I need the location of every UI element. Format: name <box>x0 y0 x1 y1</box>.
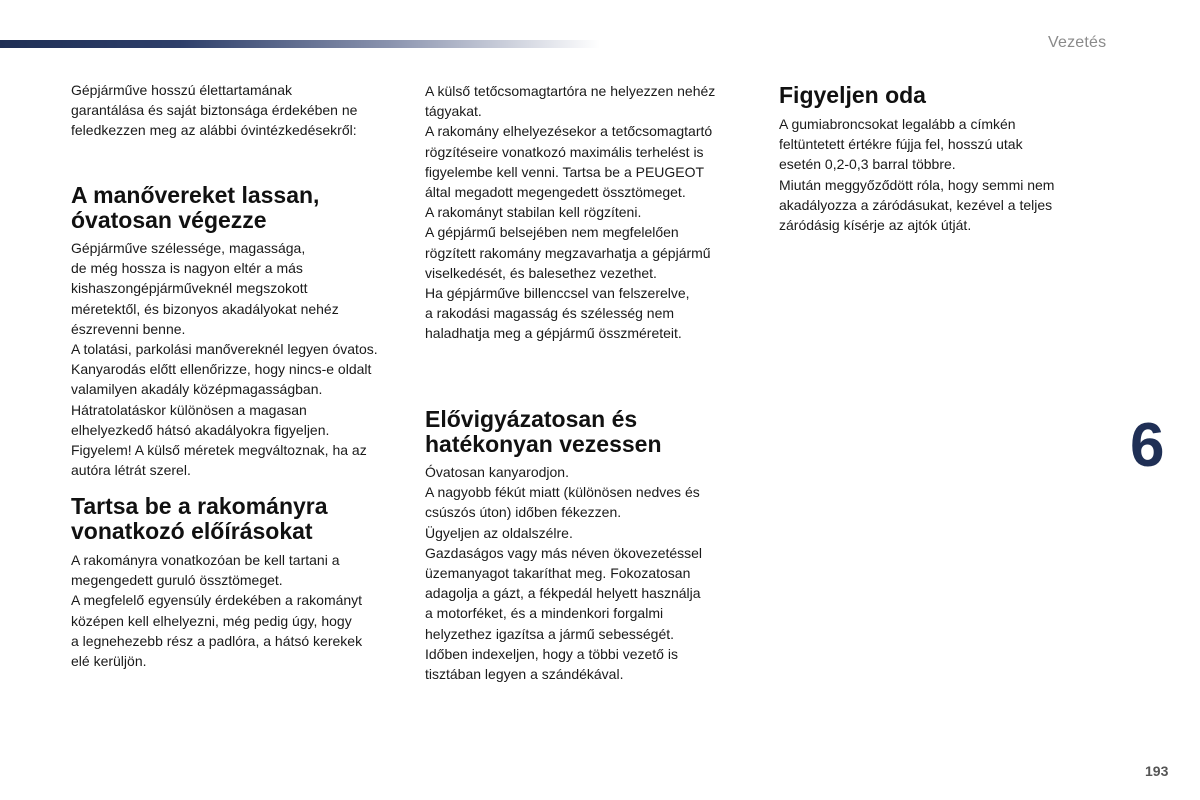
heading-attention: Figyeljen oda <box>779 82 926 108</box>
maneuvers-paragraph: Gépjárműve szélessége, magassága, de még hossza is nagyon eltér a más kishaszongépjárműveknél megszokott méretektől, és bizonyos akadályokat nehéz észrevenni benne. A tolatási, parkolási manővereknél legyen óvatos. Kanyarodás előtt ellenőrizze, hogy nincs-e oldalt valamilyen akadály középmagasságban. Hátratolatáskor különösen a magasan elhelyezkedő hátsó akadályokra figyeljen. Figyelem! A külső méretek megváltoznak, ha az autóra létrát szerel. <box>71 240 378 479</box>
roof-rack-paragraph: A külső tetőcsomagtartóra ne helyezzen nehéz tágyakat. A rakomány elhelyezésekor a tetőcsomagtartó rögzítéseire vonatkozó maximális terhelést is figyelembe kell venni. Tartsa be a PEUGEOT által megadott megengedett össztömeget. A rakományt stabilan kell rögzíteni. A gépjármű belsejében nem megfelelően rögzített rakomány megzavarhatja a gépjármű viselkedését, és balesethez vezethet. Ha gépjárműve billenccsel van felszerelve, a rakodási magasság és szélesség nem haladhatja meg a gépjármű összméreteit. <box>425 83 716 342</box>
chapter-number: 6 <box>1130 411 1165 480</box>
heading-cargo-rules: Tartsa be a rakományra vonatkozó előírásokat <box>71 493 328 544</box>
section-title: Vezetés <box>1048 34 1107 51</box>
heading-careful-driving: Elővigyázatosan és hatékonyan vezessen <box>425 406 662 457</box>
intro-paragraph: Gépjárműve hosszú élettartamának garantálása és saját biztonsága érdekében ne feledkezzen meg az alábbi óvintézkedésekről: <box>71 82 358 139</box>
cargo-rules-paragraph: A rakományra vonatkozóan be kell tartani a megengedett guruló össztömeget. A megfelelő egyensúly érdekében a rakományt középen kell elhelyezni, még pedig úgy, hogy a legnehezebb rész a padlóra, a hátsó kerekek elé kerüljön. <box>71 552 363 670</box>
careful-driving-paragraph: Óvatosan kanyarodjon. A nagyobb fékút miatt (különösen nedves és csúszós úton) időben fékezzen. Ügyeljen az oldalszélre. Gazdaságos vagy más néven ökovezetéssel üzemanyagot takaríthat meg. Fokozatosan adagolja a gázt, a fékpedál helyett használja a motorféket, és a mindenkori forgalmi helyzethez igazítsa a jármű sebességét. Időben indexeljen, hogy a többi vezető is tisztában legyen a szándékával. <box>425 464 703 683</box>
page-number: 193 <box>1145 763 1169 779</box>
attention-paragraph: A gumiabroncsokat legalább a címkén feltüntetett értékre fújja fel, hosszú utak esetén 0,2-0,3 barral többre. Miután meggyőződött róla, hogy semmi nem akadályozza a záródásukat, kezével a teljes záródásig kísérje az ajtók útját. <box>779 116 1055 234</box>
header-accent-bar <box>0 40 600 48</box>
heading-maneuvers: A manővereket lassan, óvatosan végezze <box>71 182 320 233</box>
